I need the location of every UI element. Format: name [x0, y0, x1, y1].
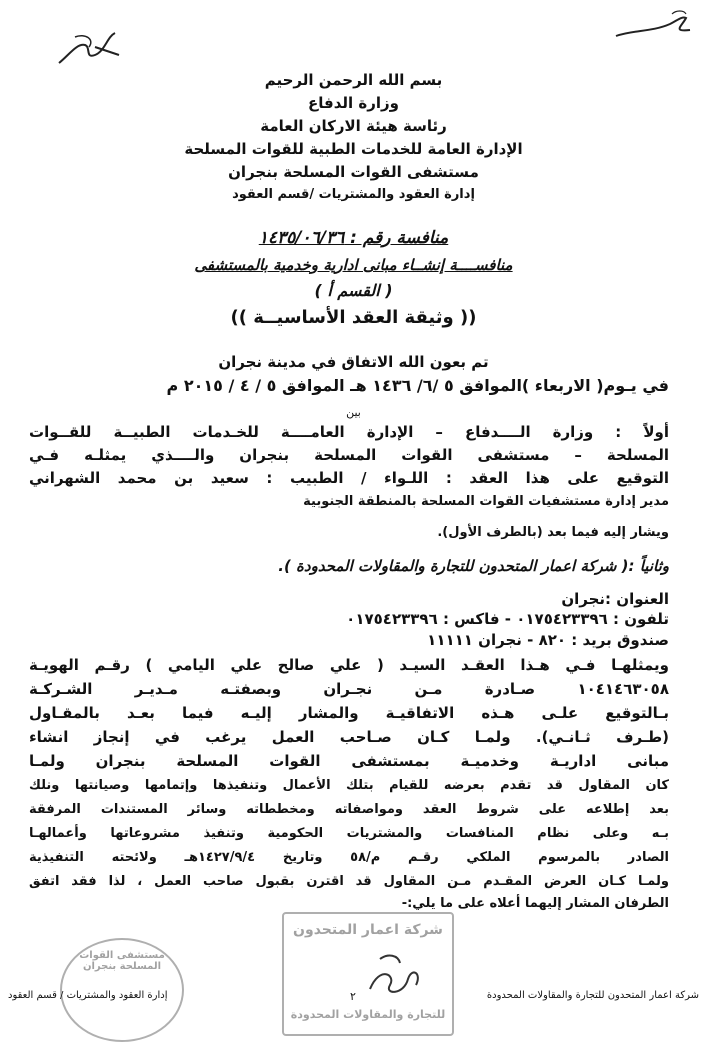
- body-line-9: الصادر بالمرسوم الملكي رقـم م/٥٨ وتاريخ ١٤٢٧/٩/٤هـ ولائحته التنفيذية: [29, 850, 669, 865]
- first-party-line-4: مدير إدارة مستشفيات القوات المسلحة بالمنطقة الجنوبية: [303, 494, 669, 509]
- signature-top-left: [55, 25, 125, 70]
- tender-section: ( القسم أ ): [314, 281, 393, 300]
- document-title: (( وثيقة العقد الأساسيــة )): [230, 307, 477, 328]
- department-name: إدارة العقود والمشتريات /قسم العقود: [232, 187, 475, 202]
- body-line-7: بعد إطلاعه على شروط العقد ومواصفاته ومخططاته وسائر المستندات المرفقة: [29, 802, 669, 817]
- body-line-4: (طـرف ثـانـي). ولمـا كـان صـاحب العمل يرغب في إنجاز انشاء: [29, 728, 669, 746]
- second-party-po-box: صندوق بريد : ٨٢٠ - نجران ١١١١١: [427, 631, 669, 649]
- second-party-phone: تلفون : ٠١٧٥٤٢٣٣٩٦ - فاكس : ٠١٧٥٤٢٣٣٩٦: [346, 610, 669, 628]
- first-party-reference: ويشار إليه فيما بعد (بالطرف الأول).: [437, 525, 669, 540]
- body-line-11: الطرفان المشار إليهما أعلاه على ما يلي:-: [401, 896, 669, 911]
- ministry-name: وزارة الدفاع: [308, 94, 399, 112]
- first-party-line-2: المسلحة – مستشفى القوات المسلحة بنجران والــــذي يمثلـه فـي: [29, 446, 669, 464]
- agreement-opening: تم بعون الله الاتفاق في مدينة نجران: [218, 353, 489, 371]
- signature-bottom: [360, 945, 440, 1005]
- tender-number: منافسة رقم : ١٤٣٥/٠٦/٣٦: [258, 228, 449, 248]
- directorate-name: الإدارة العامة للخدمات الطبية للقوات المسلحة: [184, 140, 523, 158]
- basmala: بسم الله الرحمن الرحيم: [264, 71, 443, 89]
- body-line-5: مبانى اداريـة وخدميـة بمستشفى القوات المسلحة بنجران ولمـا: [29, 752, 669, 770]
- body-line-6: كان المقاول قد تقدم بعرضه للقيام بتلك الأعمال وتنفيذها وإتمامها وصيانتها ونلك: [29, 778, 669, 793]
- footer-page-number: ٢: [350, 990, 356, 1003]
- hospital-name: مستشفى القوات المسلحة بنجران: [228, 163, 479, 181]
- body-line-10: ولمـا كـان العرض المقـدم مـن المقاول قد اقترن بقبول صاحب العمل ، لذا فقد اتفق: [29, 874, 669, 889]
- between-label: بين: [346, 406, 361, 419]
- tender-subject: منافســــة إنشــاء مبانى ادارية وخدمية بالمستشفى: [194, 256, 513, 274]
- signature-top-right: [612, 8, 697, 46]
- footer-department: إدارة العقود والمشتريات / قسم العقود: [8, 990, 168, 1001]
- body-line-8: بـه وعلى نظام المنافسات والمشتريات الحكومية وتنفيذ مشروعاتها وأعمالهـا: [29, 826, 669, 841]
- presidency-name: رئاسة هيئة الاركان العامة: [260, 117, 447, 135]
- agreement-date-line: في يـوم( الاربعاء )الموافق ٥ /٦/ ١٤٣٦ هـ الموافق ٥ / ٤ / ٢٠١٥ م: [166, 376, 669, 395]
- body-line-1: ويمثلهـا فـي هـذا العقـد السيـد ( علي صالح علي اليامي ) رقـم الهويـة: [29, 656, 669, 674]
- second-party-name: وثانياً :( شركة اعمار المتحدون للتجارة والمقاولات المحدودة ).: [278, 557, 669, 575]
- second-party-address: العنوان :نجران: [561, 590, 669, 608]
- first-party-line-3: التوقيع على هذا العقد : اللـواء / الطبيب : سعيد بن محمد الشهراني: [29, 469, 669, 487]
- company-stamp-line-2: للتجارة والمقاولات المحدودة: [290, 1008, 446, 1021]
- body-line-3: بـالتوقيع علـى هـذه الاتفاقيـة والمشار إليـه فيما بعـد بالمقـاول: [29, 704, 669, 722]
- first-party-line-1: أولاً : وزارة الــــدفاع – الإدارة العامــــة للخـدمات الطبيــة للقــوات: [29, 423, 669, 441]
- company-stamp-line-1: شركة اعمار المتحدون: [293, 922, 443, 938]
- body-line-2: ١٠٤١٤٦٣٠٥٨ صـادرة مـن نجـران وبصفتـه مـديـر الشـركـة: [29, 680, 669, 698]
- footer-company: شركة اعمار المتحدون للتجارة والمقاولات المحدودة: [486, 990, 699, 1001]
- hospital-seal-text: مستشفى القوات المسلحة بنجران: [79, 950, 165, 972]
